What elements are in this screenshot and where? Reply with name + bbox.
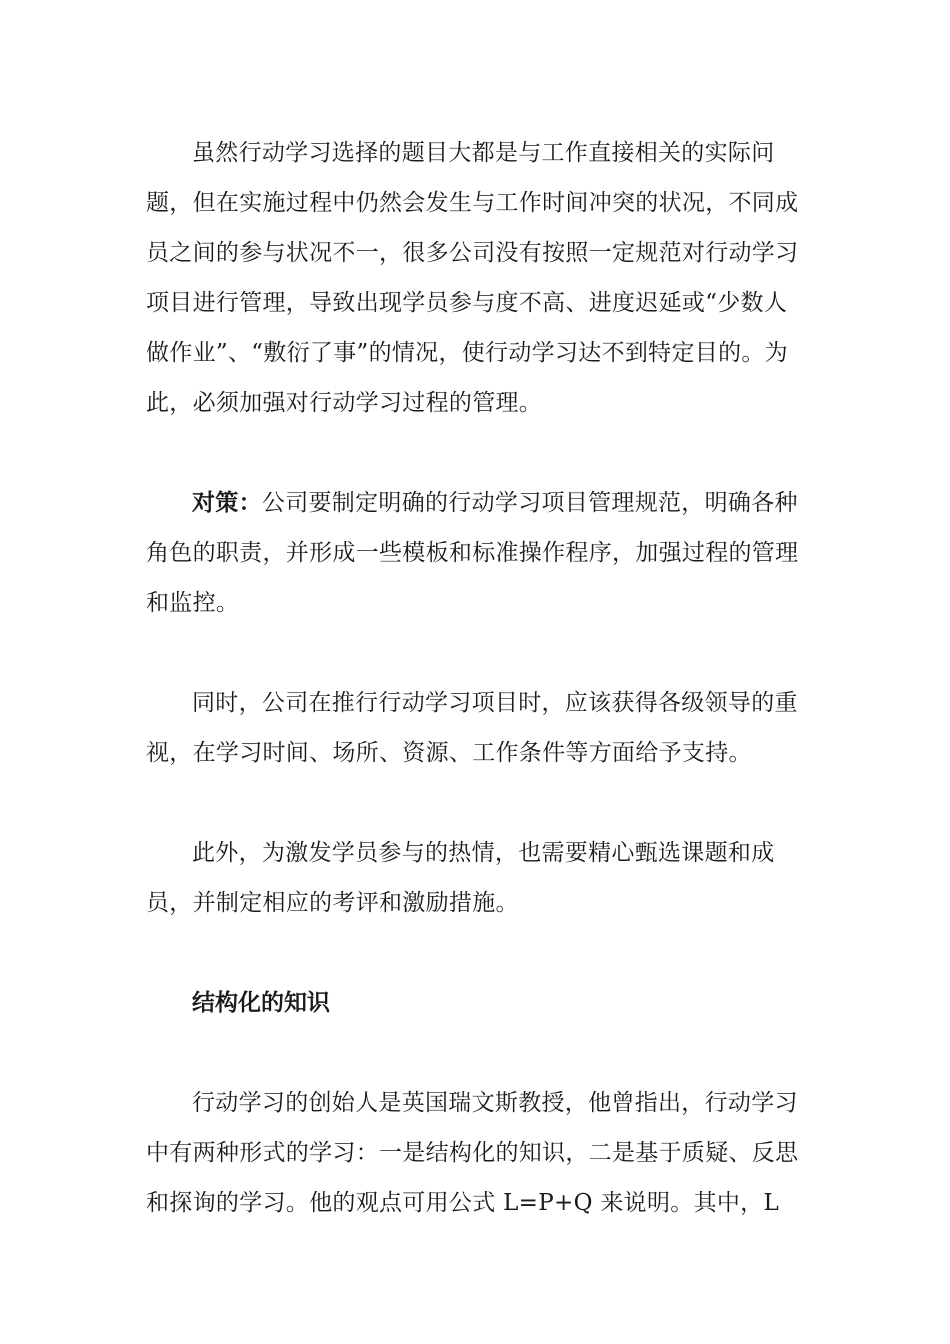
paragraph-process-management: 虽然行动学习选择的题目大都是与工作直接相关的实际问题，但在实施过程中仍然会发生与工作时间冲突的状况，不同成员之间的参与状况不一，很多公司没有按照一定规范对行动学习项目进行管理，导致出现学员参与度不高、进度迟延或“少数人做作业”、“敷衍了事”的情况，使行动学习达不到特定目的。为此，必须加强对行动学习过程的管理。 [146, 140, 799, 416]
paragraph-gap [146, 628, 806, 678]
paragraph-gap [146, 1028, 806, 1078]
paragraph-gap [146, 928, 806, 978]
document-body [146, 128, 806, 1228]
paragraph-motivation: 此外，为激发学员参与的热情，也需要精心甄选课题和成员，并制定相应的考评和激励措施。 [146, 840, 775, 916]
countermeasure-text: 公司要制定明确的行动学习项目管理规范，明确各种角色的职责，并形成一些模板和标准操作程序，加强过程的管理和监控。 [146, 490, 799, 616]
paragraph-countermeasure [146, 478, 806, 628]
paragraph-structured-knowledge: 行动学习的创始人是英国瑞文斯教授，他曾指出，行动学习中有两种形式的学习：一是结构化的知识，二是基于质疑、反思和探询的学习。他的观点可用公式 L=P+Q 来说明。其中，L [146, 1090, 799, 1216]
paragraph-leadership-support: 同时，公司在推行行动学习项目时，应该获得各级领导的重视，在学习时间、场所、资源、工作条件等方面给予支持。 [146, 690, 798, 766]
paragraph-gap [146, 778, 806, 828]
countermeasure-label: 对策： [192, 489, 262, 516]
section-heading: 结构化的知识 [192, 989, 330, 1016]
paragraph-gap [146, 428, 806, 478]
